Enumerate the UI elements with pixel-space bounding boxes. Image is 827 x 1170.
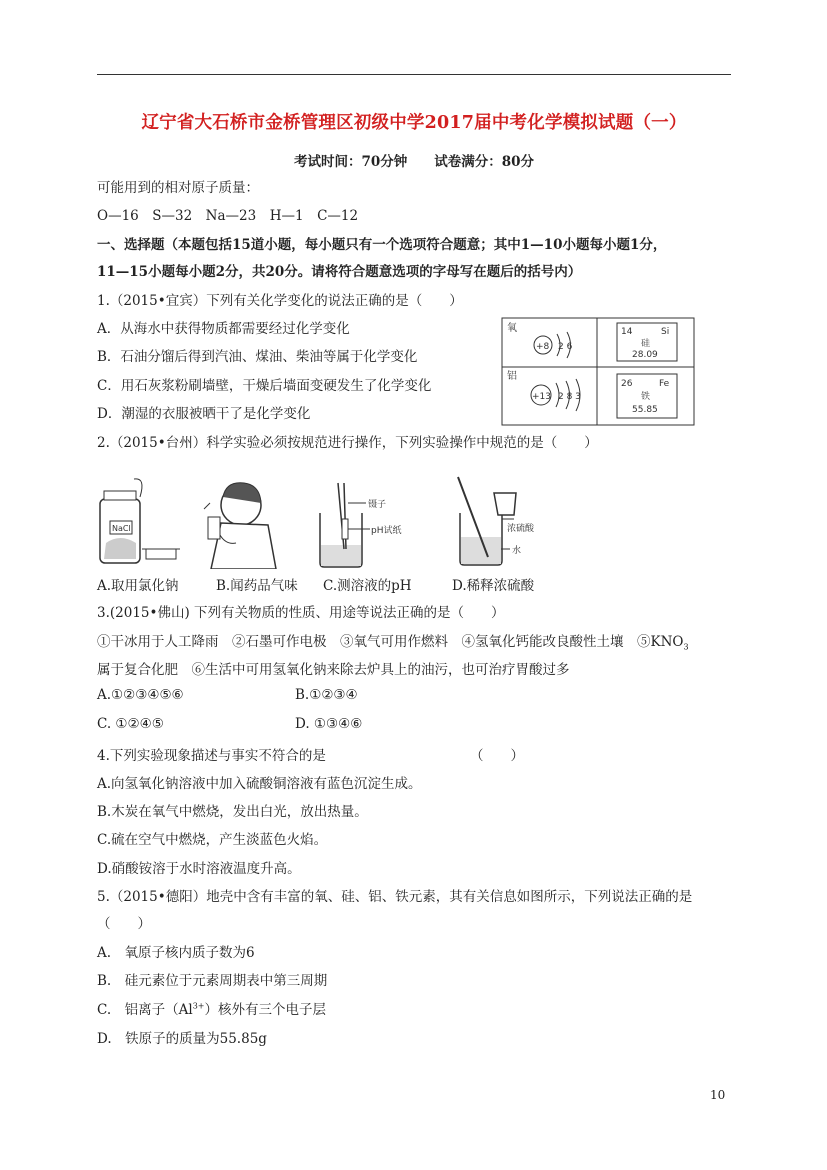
aluminum-label: 铝	[507, 371, 517, 382]
q5-option-a: A. 氧原子核内质子数为6	[97, 945, 255, 961]
q2-caption-b: B.闻药品气味	[216, 578, 298, 594]
q3-stem: 3.(2015•佛山) 下列有关物质的性质、用途等说法正确的是（ ）	[97, 605, 505, 621]
fe-atomic-mass: 55.85	[632, 405, 658, 415]
q2-caption-c: C.测溶液的pH	[323, 578, 412, 594]
q2-caption-d: D.稀释浓硫酸	[452, 578, 535, 594]
water-label: 水	[512, 546, 522, 556]
section-heading-line2: 11—15小题每小题2分，共20分。请将符合题意选项的字母写在题后的括号内）	[97, 264, 582, 280]
q5-answer-blank: （ ）	[97, 916, 151, 932]
q5-stem: 5.（2015•德阳）地壳中含有丰富的氧、硅、铝、铁元素，其有关信息如图所示，下列说法正确的是	[97, 889, 693, 905]
fe-name: 铁	[641, 392, 651, 402]
lab-operations-figure	[96, 473, 566, 569]
oxygen-nucleus-charge: +8	[536, 342, 550, 352]
q4-option-c: C.硫在空气中燃烧，产生淡蓝色火焰。	[97, 832, 328, 848]
fe-atomic-number: 26	[621, 379, 633, 389]
q4-option-a: A.向氢氧化钠溶液中加入硫酸铜溶液有蓝色沉淀生成。	[97, 776, 422, 792]
q4-stem: 4.下列实验现象描述与事实不符合的是	[97, 748, 326, 764]
q5-option-d: D. 铁原子的质量为55.85g	[97, 1031, 267, 1047]
q4-option-b: B.木炭在氧气中燃烧，发出白光，放出热量。	[97, 804, 368, 820]
q3-kno3-subscript: 3	[683, 642, 689, 652]
q4-option-d: D.硝酸铵溶于水时溶液温度升高。	[97, 861, 301, 877]
si-atomic-mass: 28.09	[632, 350, 658, 360]
aluminum-nucleus-charge: +13	[532, 392, 551, 402]
dilute-acid-icon	[458, 477, 535, 565]
si-atomic-number: 14	[621, 327, 633, 337]
reagent-jar-icon	[100, 479, 180, 563]
q2-stem: 2.（2015•台州）科学实验必须按规范进行操作，下列实验操作中规范的是（ ）	[97, 435, 598, 451]
q3-option-d: D. ①③④⑥	[295, 716, 363, 732]
q5-option-c-post: ）核外有三个电子层	[204, 1002, 327, 1018]
boy-smelling-icon	[204, 483, 276, 569]
tweezers-label: 镊子	[368, 500, 387, 510]
q1-option-c: C．用石灰浆粉刷墙壁，干燥后墙面变硬发生了化学变化	[97, 378, 432, 394]
q2-caption-a: A.取用氯化钠	[97, 578, 179, 594]
q1-stem: 1.（2015•宜宾）下列有关化学变化的说法正确的是（ ）	[97, 293, 463, 309]
ph-paper-label: pH试纸	[371, 526, 402, 536]
header-rule	[97, 74, 731, 75]
q4-answer-blank: （ ）	[470, 748, 524, 764]
q5-option-b: B. 硅元素位于元素周期表中第三周期	[97, 973, 328, 989]
q5-option-c-superscript: 3+	[192, 1001, 205, 1011]
q3-statements-line2: 属于复合化肥 ⑥生活中可用氢氧化钠来除去炉具上的油污，也可治疗胃酸过多	[97, 662, 570, 678]
atomic-mass-label: 可能用到的相对原子质量：	[97, 180, 259, 196]
ph-test-icon	[320, 483, 401, 567]
q5-option-c	[97, 998, 326, 1018]
fe-symbol: Fe	[659, 379, 670, 389]
q3-statements-text: ①干冰用于人工降雨 ②石墨可作电极 ③氧气可用作燃料 ④氢氧化钙能改良酸性土壤 ⑤KNO	[97, 634, 684, 650]
acid-label: 浓硫酸	[507, 524, 535, 534]
q3-option-a: A.①②③④⑤⑥	[97, 687, 184, 703]
page-title: 辽宁省大石桥市金桥管理区初级中学2017届中考化学模拟试题（一）	[141, 113, 687, 133]
element-info-figure	[501, 317, 695, 426]
q1-option-d: D．潮湿的衣服被晒干了是化学变化	[97, 406, 311, 422]
q3-option-b: B.①②③④	[295, 687, 358, 703]
oxygen-shell-electrons: 2 6	[558, 342, 573, 352]
si-symbol: Si	[661, 327, 670, 337]
q5-option-c-pre: C. 铝离子（Al	[97, 1002, 193, 1018]
q3-option-c: C. ①②④⑤	[97, 716, 164, 732]
oxygen-label: 氧	[507, 323, 517, 334]
page-number: 10	[710, 1088, 726, 1102]
aluminum-shell-electrons: 2 8 3	[558, 392, 581, 402]
q3-statements-line1	[97, 630, 689, 652]
exam-info: 考试时间：70分钟 试卷满分：80分	[293, 154, 535, 170]
section-heading-line1: 一、选择题（本题包括15道小题，每小题只有一个选项符合题意；其中1—10小题每小题1分，	[97, 237, 667, 253]
si-name: 硅	[641, 339, 651, 349]
jar-label: NaCl	[112, 524, 131, 533]
atomic-masses: O—16 S—32 Na—23 H—1 C—12	[97, 208, 359, 224]
q1-option-a: A．从海水中获得物质都需要经过化学变化	[97, 321, 350, 337]
q1-option-b: B．石油分馏后得到汽油、煤油、柴油等属于化学变化	[97, 349, 418, 365]
